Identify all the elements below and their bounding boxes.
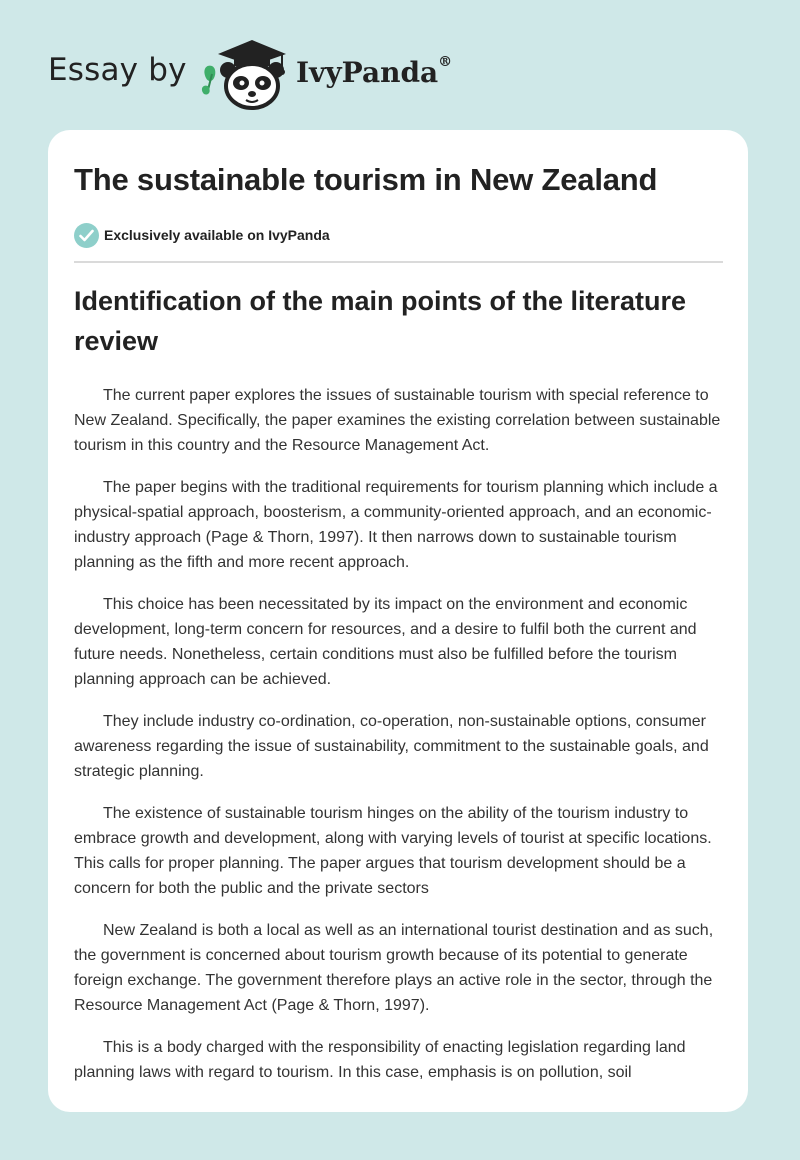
paragraph: They include industry co-ordination, co-operation, non-sustainable options, consumer awareness regarding the issue of sustainability, commitment to the sustainable goals, and strategic planning. xyxy=(74,713,709,780)
essay-card xyxy=(48,130,748,1112)
brand-prefix: Essay by xyxy=(48,52,187,88)
paragraph: The paper begins with the traditional requirements for tourism planning which include a physical-spatial approach, boosterism, a community-oriented approach, and an economic-industry approach (Page & Thorn, 1997). It then narrows down to sustainable tourism planning as the fifth and more recent approach. xyxy=(74,479,718,571)
exclusive-badge xyxy=(74,222,330,248)
essay-body xyxy=(74,383,728,1102)
brand-name-text: IvyPanda xyxy=(296,56,439,89)
paragraph: The existence of sustainable tourism hinges on the ability of the tourism industry to embrace growth and development, along with varying levels of tourist at specific locations. This calls for proper planning. The paper argues that tourism development should be a concern for both the public and the private sectors xyxy=(74,805,712,897)
paragraph: This is a body charged with the responsibility of enacting legislation regarding land planning laws with regard to tourism. In this case, emphasis is on pollution, soil xyxy=(74,1039,686,1081)
paragraph: This choice has been necessitated by its impact on the environment and economic development, long-term concern for resources, and a desire to fulfil both the current and future needs. Nonetheless, certain conditions must also be fulfilled before the tourism planning approach can be achieved. xyxy=(74,596,697,688)
panda-logo-icon xyxy=(200,34,290,110)
paragraph: The current paper explores the issues of sustainable tourism with special reference to New Zealand. Specifically, the paper examines the existing correlation between sustainable tourism in this country and the Resource Management Act. xyxy=(74,387,721,454)
exclusive-badge-label: Exclusively available on IvyPanda xyxy=(104,227,330,243)
check-circle-icon xyxy=(74,223,99,248)
brand-name xyxy=(296,56,452,89)
paragraph: New Zealand is both a local as well as an international tourist destination and as such, the government is concerned about tourism growth because of its potential to generate foreign exchange. The government therefore plays an active role in the sector, through the Resource Management Act (Page & Thorn, 1997). xyxy=(74,922,714,1014)
title-divider xyxy=(74,261,723,263)
essay-title: The sustainable tourism in New Zealand xyxy=(74,162,658,197)
registered-mark: ® xyxy=(438,54,453,70)
brand-header xyxy=(48,34,548,110)
section-heading: Identification of the main points of the literature review xyxy=(74,286,687,356)
